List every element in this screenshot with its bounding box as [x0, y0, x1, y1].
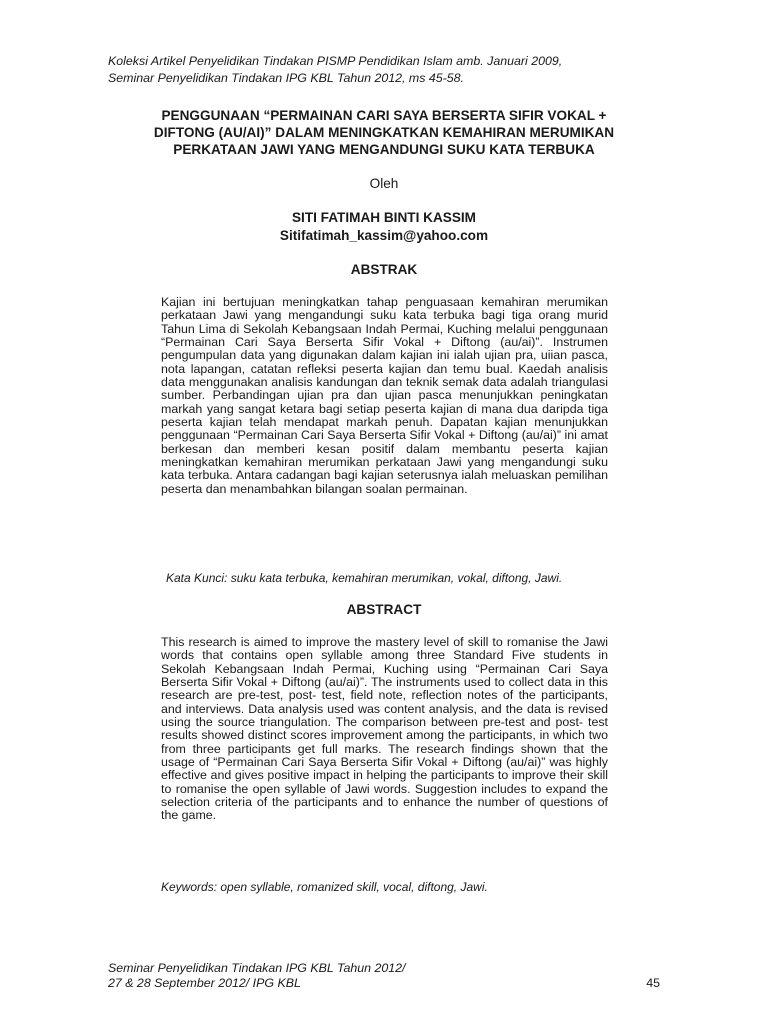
abstract-body: This research is aimed to improve the mastery level of skill to romanise the Jawi words that contains open syllable among three Standard Five students in Sekolah Kebangsaan Indah Permai, Kuching using “Permainan Cari Saya Berserta Sifir Vokal + Diftong (au/ai)”. The instruments used to collect data in this research are pre-test, post- test, field note, reflection notes of the participants, and interviews. Data analysis used was content analysis, and the data is revised using the source triangulation. The comparison between pre-test and post- test results showed distinct scores improvement among the participants, in which two from three participants get full marks. The research findings shown that the usage of “Permainan Cari Saya Berserta Sifir Vokal + Diftong (au/ai)” was highly effective and gives positive impact in helping the participants to improve their skill to romanise the open syllable of Jawi words. Suggestion includes to expand the selection criteria of the participants and to enhance the number of questions of the game. — [161, 635, 608, 823]
keywords: Keywords: open syllable, romanized skill, vocal, diftong, Jawi. — [161, 880, 488, 894]
paper-title-line-1: PENGGUNAAN “PERMAINAN CARI SAYA BERSERTA SIFIR VOKAL + — [161, 108, 607, 123]
source-citation-line-2: Seminar Penyelidikan Tindakan IPG KBL Tahun 2012, ms 45-58. — [108, 71, 464, 85]
page-number: 45 — [646, 976, 660, 990]
footer-citation-line-2: 27 & 28 September 2012/ IPG KBL — [108, 975, 301, 990]
source-citation-line-1: Koleksi Artikel Penyelidikan Tindakan PISMP Pendidikan Islam amb. Januari 2009, — [108, 54, 563, 68]
footer-citation — [108, 961, 405, 990]
abstract-heading: ABSTRACT — [346, 602, 422, 617]
author-email: Sitifatimah_kassim@yahoo.com — [279, 228, 489, 243]
author-block — [100, 209, 668, 245]
byline: Oleh — [369, 176, 399, 191]
paper-title-line-2: DIFTONG (AU/AI)” DALAM MENINGKATKAN KEMAHIRAN MERUMIKAN — [153, 125, 615, 140]
paper-title-line-3: PERKATAAN JAWI YANG MENGANDUNGI SUKU KATA TERBUKA — [173, 142, 595, 157]
abstrak-body: Kajian ini bertujuan meningkatkan tahap penguasaan kemahiran merumikan perkataan Jawi yang mengandungi suku kata terbuka bagi tiga orang murid Tahun Lima di Sekolah Kebangsaan Indah Permai, Kuching melalui penggunaan “Permainan Cari Saya Berserta Sifir Vokal + Diftong (au/ai)”. Instrumen pengumpulan data yang digunakan dalam kajian ini ialah ujian pra, uiian pasca, nota lapangan, catatan refleksi peserta kajian dan temu bual. Kaedah analisis data menggunakan analisis kandungan dan teknik semak data adalah triangulasi sumber. Perbandingan ujian pra dan ujian pasca menunjukkan peningkatan markah yang sangat ketara bagi setiap peserta kajian di mana dua daripda tiga peserta kajian telah mendapat markah penuh. Dapatan kajian menunjukkan penggunaan “Permainan Cari Saya Berserta Sifir Vokal + Diftong (au/ai)” ini amat berkesan dan memberi kesan positif dalam membantu peserta kajian meningkatkan kemahiran merumikan perkataan Jawi yang mengandungi suku kata terbuka. Antara cadangan bagi kajian seterusnya ialah meluaskan pemilihan peserta dan menambahkan bilangan soalan permainan. — [161, 295, 608, 496]
paper-title — [100, 107, 668, 158]
footer-citation-line-1: Seminar Penyelidikan Tindakan IPG KBL Tahun 2012/ — [108, 961, 406, 975]
abstrak-heading: ABSTRAK — [350, 262, 418, 277]
kata-kunci: Kata Kunci: suku kata terbuka, kemahiran merumikan, vokal, diftong, Jawi. — [166, 571, 563, 585]
source-citation — [108, 53, 668, 87]
author-name: SITI FATIMAH BINTI KASSIM — [291, 210, 476, 225]
